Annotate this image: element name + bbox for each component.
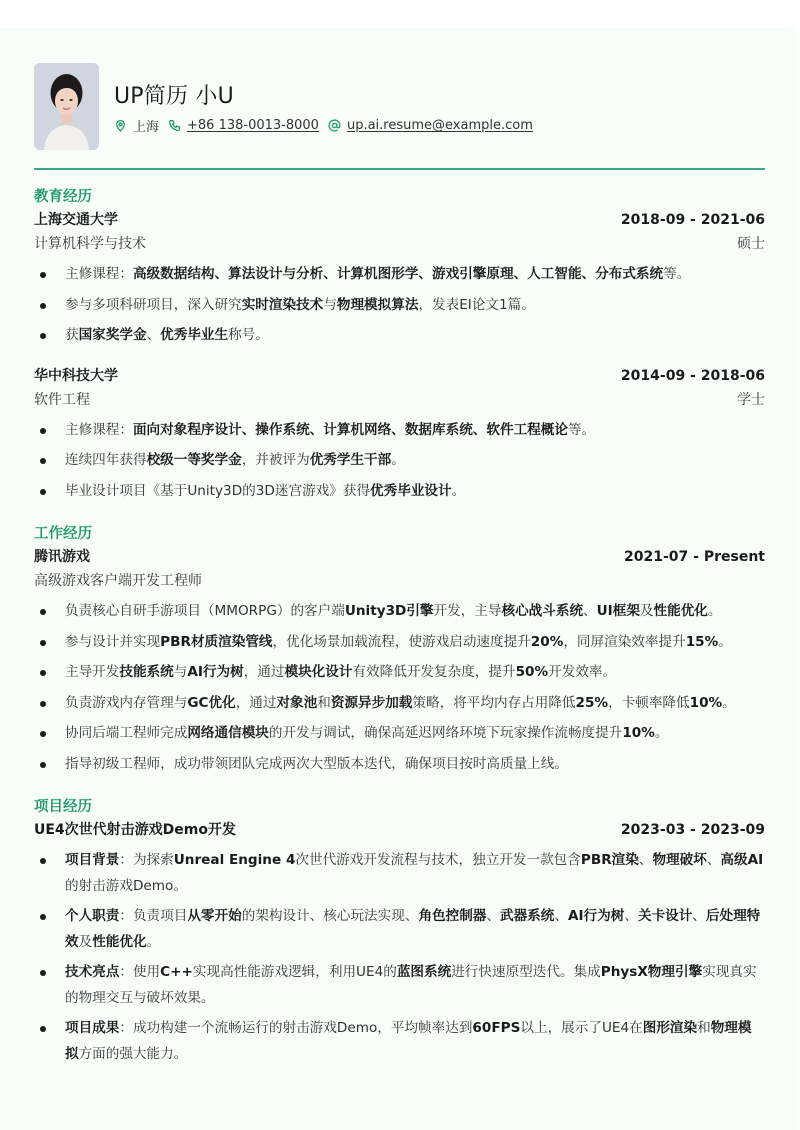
date-range: 2018-09 - 2021-06 xyxy=(620,212,765,228)
text: 主修课程： xyxy=(65,266,133,282)
contact-email xyxy=(328,118,533,133)
text: 开发效率。 xyxy=(548,664,617,680)
text: 开发，主导 xyxy=(433,603,502,619)
text: ：成功构建一个流畅运行的射击游戏Demo，平均帧率达到 xyxy=(119,1020,473,1036)
bold-text: 15% xyxy=(685,633,719,650)
contact-phone xyxy=(168,118,319,133)
text: 及 xyxy=(639,603,654,619)
text: 方面的强大能力。 xyxy=(78,1045,188,1062)
text: 策略，将平均内存占用降低 xyxy=(412,694,576,711)
bold-text: UI框架 xyxy=(596,603,640,619)
text: 与 xyxy=(173,664,188,680)
bold-text: PBR渲染 xyxy=(580,852,639,868)
bold-text: AI行为树 xyxy=(187,664,244,680)
bold-text: PhysX物理引擎 xyxy=(600,964,703,980)
resume-header xyxy=(34,63,765,173)
bold-text: 性能优化 xyxy=(92,933,147,950)
text: 的射击游戏Demo。 xyxy=(65,877,187,894)
bold-text: 10% xyxy=(622,725,655,741)
school-name: 上海交通大学 xyxy=(34,212,118,228)
bullet-item xyxy=(34,752,765,778)
text: ，通过 xyxy=(243,664,285,680)
bold-text: 校级一等奖学金 xyxy=(146,452,242,468)
bold-text: 60FPS xyxy=(472,1020,521,1036)
text: 参与设计并实现 xyxy=(65,633,161,650)
header-divider xyxy=(34,168,765,170)
bullet-list xyxy=(34,262,765,349)
bold-text: 对象池 xyxy=(276,694,318,711)
map-pin-icon xyxy=(114,119,127,132)
text: 。 xyxy=(722,694,736,711)
bold-text: 核心战斗系统 xyxy=(501,603,584,619)
text: 负责游戏内存管理与 xyxy=(65,694,188,711)
text: 。 xyxy=(146,933,161,950)
location-text: 上海 xyxy=(133,120,160,135)
text: 进行快速原型迭代。集成 xyxy=(451,964,601,980)
bold-text: 面向对象程序设计、操作系统、计算机网络、数据库系统、软件工程概论 xyxy=(132,421,568,438)
bold-text: 蓝图系统 xyxy=(396,964,452,980)
bold-text: 资源异步加载 xyxy=(330,694,413,711)
text: ，发表EI论文1篇。 xyxy=(418,296,535,313)
degree: 硕士 xyxy=(737,236,765,252)
project-name: UE4次世代射击游戏Demo开发 xyxy=(34,822,236,838)
bold-text: 物理模拟算法 xyxy=(336,296,419,313)
bold-text: 物理破坏 xyxy=(652,852,707,868)
bold-text: 优秀毕业生 xyxy=(160,327,229,343)
date-range: 2014-09 - 2018-06 xyxy=(620,367,765,384)
resume-content xyxy=(34,186,765,1072)
bold-text: 项目成果 xyxy=(65,1020,120,1036)
bold-text: 性能优化 xyxy=(653,603,708,619)
text: ：负责项目 xyxy=(119,908,188,924)
text: 的架构设计、核心玩法实现、 xyxy=(241,908,419,924)
bullet-item xyxy=(34,293,765,319)
contact-row xyxy=(114,116,542,135)
text: 主导开发 xyxy=(65,664,120,680)
text: ，并被评为 xyxy=(241,452,310,468)
major: 软件工程 xyxy=(34,391,90,408)
bold-text: 优秀学生干部 xyxy=(309,452,392,468)
major: 计算机科学与技术 xyxy=(34,236,146,252)
date-range: 2021-07 - Present xyxy=(624,549,765,565)
section-title-projects: 项目经历 xyxy=(34,799,92,815)
job-role: 高级游戏客户端开发工程师 xyxy=(34,573,202,589)
phone-link[interactable]: +86 138-0013-8000 xyxy=(187,118,319,133)
text: 和 xyxy=(317,694,331,711)
text: 、 xyxy=(624,908,638,924)
text: ，通过 xyxy=(235,694,277,711)
text: 以上，展示了UE4在 xyxy=(520,1020,643,1036)
text: 。 xyxy=(718,633,732,650)
bold-text: 图形渲染 xyxy=(642,1020,698,1036)
text: 。 xyxy=(451,482,466,499)
bullet-item xyxy=(34,262,765,288)
resume-page xyxy=(0,28,797,1130)
text: 参与多项科研项目，深入研究 xyxy=(65,296,242,313)
candidate-name: UP简历 小U xyxy=(114,84,234,109)
text: ：使用 xyxy=(119,964,161,980)
email-link[interactable]: up.ai.resume@example.com xyxy=(346,118,533,133)
bold-text: PBR材质渲染管线 xyxy=(160,633,273,650)
text: 称号。 xyxy=(228,327,269,343)
work-entry xyxy=(34,545,765,777)
bold-text: 高级数据结构、算法设计与分析、计算机图形学、游戏引擎原理、人工智能、分布式系统 xyxy=(132,266,664,282)
portrait-image xyxy=(34,63,99,150)
degree: 学士 xyxy=(737,391,765,408)
bold-text: 项目背景 xyxy=(65,852,120,868)
company-name: 腾讯游戏 xyxy=(34,549,90,565)
bold-text: 角色控制器 xyxy=(418,908,487,924)
bold-text: 20% xyxy=(530,633,564,650)
bold-text: 高级AI xyxy=(720,852,764,868)
bold-text: 后处理特效 xyxy=(65,908,761,950)
text: 和 xyxy=(697,1020,711,1036)
text: 次世代游戏开发流程与技术，独立开发一款包含 xyxy=(295,852,581,868)
bold-text: 物理模拟 xyxy=(65,1020,752,1062)
school-name: 华中科技大学 xyxy=(34,367,118,384)
education-entry xyxy=(34,208,765,349)
bullet-list xyxy=(34,418,765,505)
text: 获 xyxy=(65,327,79,343)
bold-text: 从零开始 xyxy=(187,908,242,924)
bold-text: 国家奖学金 xyxy=(78,327,147,343)
bold-text: 网络通信模块 xyxy=(187,725,269,741)
text: 、 xyxy=(583,603,597,619)
bold-text: 个人职责 xyxy=(65,908,120,924)
profile-photo xyxy=(34,63,99,150)
text: 、 xyxy=(692,908,706,924)
text: 、 xyxy=(146,327,161,343)
text: 的开发与调试，确保高延迟网络环境下玩家操作流畅度提升 xyxy=(268,725,623,741)
text: 连续四年获得 xyxy=(65,452,147,468)
bold-text: 技能系统 xyxy=(119,664,174,680)
bold-text: GC优化 xyxy=(187,694,236,711)
bullet-item xyxy=(34,323,765,349)
text: 。 xyxy=(391,452,405,468)
contact-location xyxy=(114,116,159,135)
bold-text: AI行为树 xyxy=(567,908,625,924)
text: 实现高性能游戏逻辑，利用UE4的 xyxy=(192,964,397,980)
bullet-item xyxy=(34,904,765,955)
bullet-item xyxy=(34,848,765,899)
bold-text: 25% xyxy=(575,694,609,711)
phone-icon xyxy=(168,119,181,132)
bold-text: Unity3D引擎 xyxy=(344,603,434,619)
text: 等。 xyxy=(567,421,596,438)
bold-text: 关卡设计 xyxy=(637,908,693,924)
text: 、 xyxy=(486,908,500,924)
bullet-item xyxy=(34,960,765,1011)
bullet-item xyxy=(34,418,765,444)
text: 毕业设计项目《基于Unity3D的3D迷宫游戏》获得 xyxy=(65,482,371,499)
text: 指导初级工程师，成功带领团队完成两次大型版本迭代，确保项目按时高质量上线。 xyxy=(65,755,568,772)
bullet-list xyxy=(34,848,765,1067)
text: 。 xyxy=(707,603,722,619)
text: 等。 xyxy=(663,266,691,282)
text: ，同屏渲染效率提升 xyxy=(563,633,686,650)
bold-text: 武器系统 xyxy=(500,908,555,924)
bold-text: 模块化设计 xyxy=(284,664,353,680)
bold-text: 技术亮点 xyxy=(65,964,120,980)
bold-text: 优秀毕业设计 xyxy=(370,482,452,499)
at-sign-icon xyxy=(328,119,341,132)
section-title-work: 工作经历 xyxy=(34,526,92,542)
text: 、 xyxy=(554,908,568,924)
text: 协同后端工程师完成 xyxy=(65,725,188,741)
section-title-education: 教育经历 xyxy=(34,189,92,205)
text: 。 xyxy=(654,725,669,741)
work-section xyxy=(34,523,765,777)
text: ，优化场景加载流程，使游戏启动速度提升 xyxy=(272,633,531,650)
bullet-item xyxy=(34,479,765,505)
bold-text: 实时渲染技术 xyxy=(241,296,324,313)
bold-text: 50% xyxy=(515,664,549,680)
text: 及 xyxy=(78,933,93,950)
text: 主修课程： xyxy=(65,421,133,438)
education-entry xyxy=(34,364,765,505)
bullet-item xyxy=(34,691,765,717)
bullet-item xyxy=(34,448,765,474)
text: 实现真实的物理交互与破坏效果。 xyxy=(65,964,757,1006)
education-section xyxy=(34,186,765,504)
text: ，卡顿率降低 xyxy=(608,694,690,711)
text: 负责核心自研手游项目（MMORPG）的客户端 xyxy=(65,603,345,619)
text: ：为探索 xyxy=(119,852,174,868)
bold-text: 10% xyxy=(689,694,723,711)
bullet-item xyxy=(34,1016,765,1067)
project-entry xyxy=(34,818,765,1067)
bullet-item xyxy=(34,630,765,656)
bold-text: Unreal Engine 4 xyxy=(173,852,296,868)
text: 与 xyxy=(323,296,337,313)
text: 有效降低开发复杂度，提升 xyxy=(352,664,516,680)
bullet-item xyxy=(34,660,765,686)
bullet-item xyxy=(34,599,765,625)
text: 、 xyxy=(638,852,653,868)
projects-section xyxy=(34,796,765,1067)
bold-text: C++ xyxy=(160,964,193,980)
bullet-item xyxy=(34,721,765,747)
text: 、 xyxy=(706,852,721,868)
bullet-list xyxy=(34,599,765,777)
date-range: 2023-03 - 2023-09 xyxy=(620,822,765,838)
